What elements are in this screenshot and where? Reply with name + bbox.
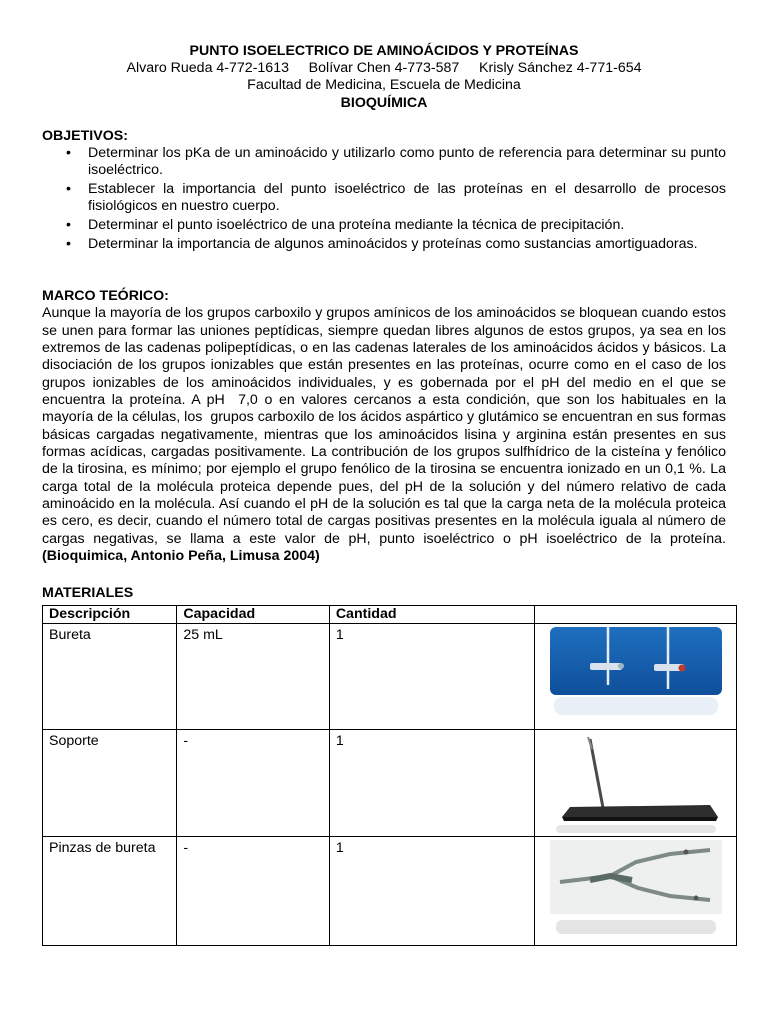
burette-clamp-image bbox=[550, 840, 722, 940]
cell-capacity: - bbox=[177, 729, 329, 836]
column-header-capacity: Capacidad bbox=[177, 605, 329, 623]
table-row bbox=[43, 729, 737, 836]
subject-line: BIOQUÍMICA bbox=[340, 94, 428, 111]
document-title: PUNTO ISOELECTRICO DE AMINOÁCIDOS Y PROTEÍNAS bbox=[189, 43, 579, 59]
objective-item: • Determinar la importancia de algunos aminoácidos y proteínas como sustancias amortiguadoras. bbox=[88, 236, 726, 253]
stand-image bbox=[550, 733, 722, 833]
column-header-quantity: Cantidad bbox=[329, 605, 535, 623]
cell-capacity: - bbox=[177, 836, 329, 945]
table-row bbox=[43, 623, 737, 729]
burette-image bbox=[550, 627, 722, 727]
cell-quantity: 1 bbox=[329, 623, 535, 729]
cell-quantity: 1 bbox=[329, 836, 535, 945]
objectives-heading: OBJETIVOS: bbox=[42, 127, 128, 144]
cell-image bbox=[535, 836, 737, 945]
theory-citation: (Bioquimica, Antonio Peña, Limusa 2004) bbox=[42, 548, 320, 565]
materials-heading: MATERIALES bbox=[42, 585, 134, 602]
cell-image bbox=[535, 623, 737, 729]
cell-capacity: 25 mL bbox=[177, 623, 329, 729]
column-header-description: Descripción bbox=[43, 605, 177, 623]
cell-image bbox=[535, 729, 737, 836]
cell-description: Soporte bbox=[43, 729, 177, 836]
cell-quantity: 1 bbox=[329, 729, 535, 836]
cell-description: Pinzas de bureta bbox=[43, 836, 177, 945]
objective-item: • Determinar los pKa de un aminoácido y utilizarlo como punto de referencia para determinar su punto isoeléctrico. bbox=[88, 145, 726, 179]
objective-item: • Establecer la importancia del punto isoeléctrico de las proteínas en el desarrollo de procesos fisiológicos en nuestro cuerpo. bbox=[88, 181, 726, 215]
objectives-list bbox=[42, 145, 726, 253]
cell-description: Bureta bbox=[43, 623, 177, 729]
document-page bbox=[42, 43, 730, 946]
table-header-row bbox=[43, 605, 737, 623]
objective-item: • Determinar el punto isoeléctrico de una proteína mediante la técnica de precipitación. bbox=[88, 217, 726, 234]
theory-body: Aunque la mayoría de los grupos carboxilo y grupos amínicos de los aminoácidos se bloquean cuando estos se unen para formar las uniones peptídicas, siempre quedan libres algunos de estos grupos, ya sea en los extremos de las cadenas polipeptídicas, o en las cadenas laterales de los aminoácidos ácidos y básicos. La disociación de los grupos ionizables que están presentes en las proteínas, ocurre como en el caso de los grupos ionizables de los aminoácidos individuales, y es gobernada por el pH del medio en el que se encuentra la proteína. A pH 7,0 o en valores cercanos a esta condición, que son los habituales en la mayoría de la células, los grupos carboxilo de los ácidos aspártico y glutámico se encuentran en sus formas básicas cargadas negativamente, mientras que los aminoácidos lisina y arginina están presentes en sus formas acídicas, cargadas positivamente. La contribución de los grupos sulfhídrico de la cisteína y fenólico de la tirosina, es mínimo; por ejemplo el grupo fenólico de la tirosina se encuentra ionizado en un 0,1 %. La carga total de la molécula proteica depende pues, del pH de la solución y del número relativo de cada aminoácido en la molécula. Así cuando el pH de la solución es tal que la carga neta de la molécula proteica es cero, es decir, cuando el número total de cargas positivas presentes en la molécula iguala al número de cargas negativas, se llama a este valor de pH, punto isoeléctrico o pH isoeléctrico de la proteína. bbox=[42, 305, 730, 547]
table-row bbox=[43, 836, 737, 945]
theory-heading: MARCO TEÓRICO: bbox=[42, 288, 169, 305]
column-header-image bbox=[535, 605, 737, 623]
faculty-line: Facultad de Medicina, Escuela de Medicina bbox=[247, 77, 521, 94]
theory-paragraph bbox=[42, 305, 730, 565]
authors-line: Alvaro Rueda 4-772-1613 Bolívar Chen 4-773-587 Krisly Sánchez 4-771-654 bbox=[126, 60, 642, 77]
materials-table bbox=[42, 605, 737, 946]
